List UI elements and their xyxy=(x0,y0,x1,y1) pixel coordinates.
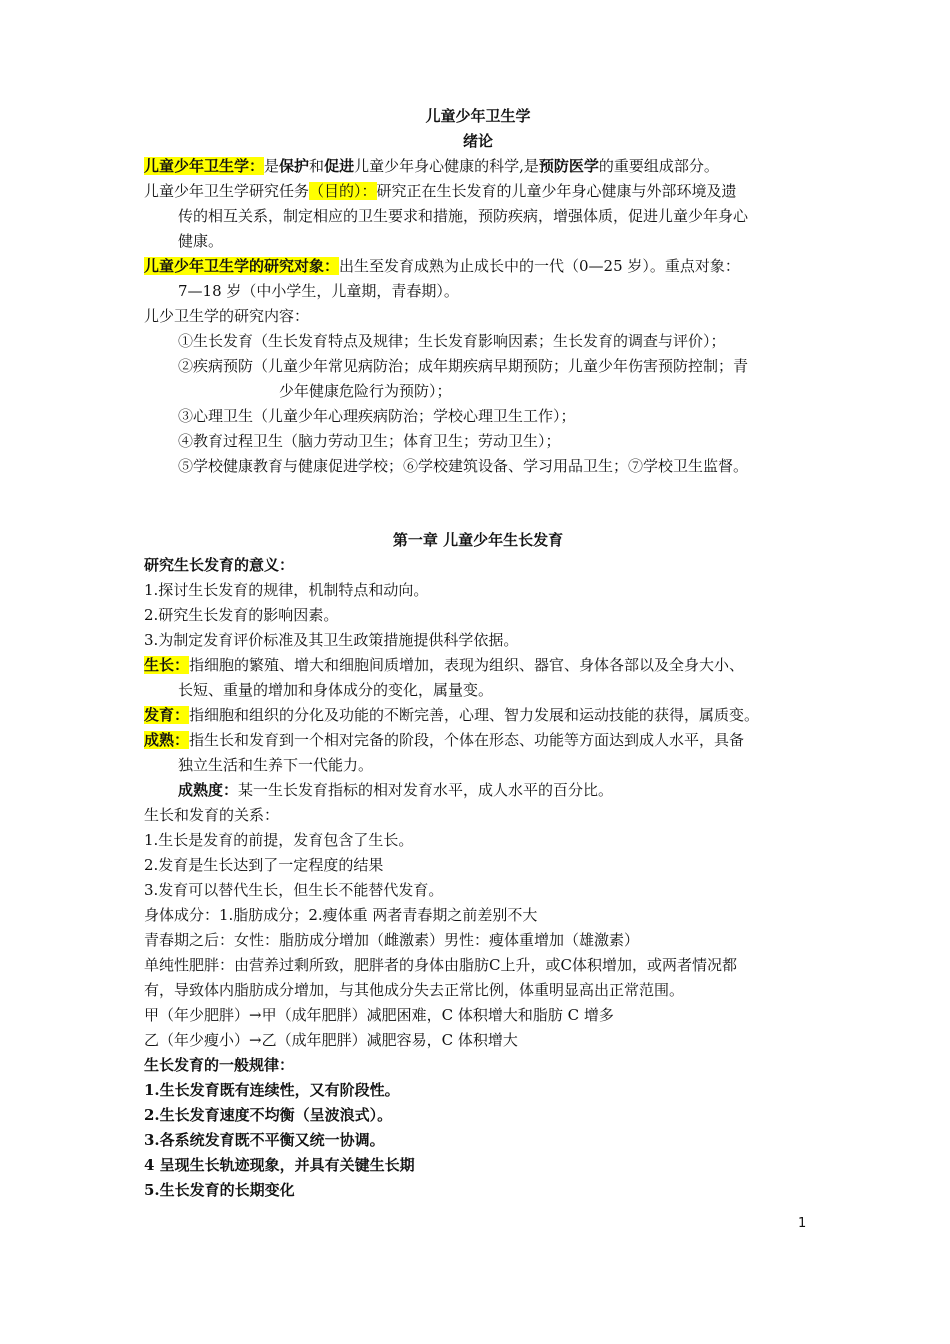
body-composition-line: 身体成分：1.脂肪成分；2.瘦体重 两者青春期之前差别不大 xyxy=(144,906,538,924)
law-item: 2.生长发育速度不均衡（呈波浪式）。 xyxy=(144,1106,393,1124)
list-item: ④教育过程卫生（脑力劳动卫生；体育卫生；劳动卫生）； xyxy=(178,432,561,450)
relation-heading: 生长和发育的关系： xyxy=(144,806,280,824)
puberty-line: 青春期之后：女性：脂肪成分增加（雌激素）男性：瘦体重增加（雄激素） xyxy=(144,931,640,949)
list-item: 2.研究生长发育的影响因素。 xyxy=(144,606,339,624)
text: 某一生长发育指标的相对发育水平，成人水平的百分比。 xyxy=(238,781,614,799)
research-object-line xyxy=(144,254,812,279)
list-item: 3.为制定发育评价标准及其卫生政策措施提供科学依据。 xyxy=(144,631,519,649)
list-item: 3.发育可以替代生长，但生长不能替代发育。 xyxy=(144,881,444,899)
bold-term: 成熟度： xyxy=(178,781,239,799)
research-object-cont: 7—18 岁（中小学生，儿童期，青春期）。 xyxy=(178,282,459,300)
highlight-term: 儿童少年卫生学的研究对象： xyxy=(144,257,340,275)
page-number: 1 xyxy=(798,1216,807,1231)
highlight-term: 发育： xyxy=(144,706,190,724)
task-line-cont: 传的相互关系，制定相应的卫生要求和措施，预防疾病，增强体质，促进儿童少年身心 xyxy=(178,207,749,225)
chapter-title: 第一章 儿童少年生长发育 xyxy=(392,531,564,549)
document-body xyxy=(144,104,812,1203)
section-title-intro: 绪论 xyxy=(462,132,493,150)
highlight-term: 成熟： xyxy=(144,731,190,749)
list-item: 2.发育是生长达到了一定程度的结果 xyxy=(144,856,384,874)
task-line xyxy=(144,179,812,204)
content-heading: 儿少卫生学的研究内容： xyxy=(144,307,310,325)
maturity-degree-definition xyxy=(144,778,812,803)
list-item: ①生长发育（生长发育特点及规律；生长发育影响因素；生长发育的调查与评价）； xyxy=(178,332,726,350)
definition-term: 儿童少年卫生学： xyxy=(144,157,265,175)
list-item: 1.探讨生长发育的规律，机制特点和动向。 xyxy=(144,581,429,599)
obesity-line-cont: 有，导致体内脂肪成分增加，与其他成分失去正常比例，体重明显高出正常范围。 xyxy=(144,981,685,999)
list-item: 1.生长是发育的前提，发育包含了生长。 xyxy=(144,831,414,849)
text: 研究正在生长发育的儿童少年身心健康与外部环境及遗 xyxy=(376,182,737,200)
list-item: ③心理卫生（儿童少年心理疾病防治；学校心理卫生工作）； xyxy=(178,407,576,425)
text: 的重要组成部分。 xyxy=(598,157,719,175)
list-item-cont: 少年健康危险行为预防）； xyxy=(279,382,452,400)
bold-text: 保护 xyxy=(279,157,310,175)
maturity-definition xyxy=(144,728,812,753)
growth-definition-cont: 长短、重量的增加和身体成分的变化，属量变。 xyxy=(178,681,494,699)
list-item: ⑤学校健康教育与健康促进学校；⑥学校建筑设备、学习用品卫生；⑦学校卫生监督。 xyxy=(178,457,749,475)
significance-heading: 研究生长发育的意义： xyxy=(144,556,295,574)
development-definition xyxy=(144,703,812,728)
definition-line xyxy=(144,154,812,179)
text: 和 xyxy=(309,157,325,175)
page-title: 儿童少年卫生学 xyxy=(425,107,531,125)
law-item: 1.生长发育既有连续性，又有阶段性。 xyxy=(144,1081,400,1099)
list-item: ②疾病预防（儿童少年常见病防治；成年期疾病早期预防；儿童少年伤害预防控制；青 xyxy=(178,357,749,375)
text: 出生至发育成熟为止成长中的一代（0—25 岁）。重点对象： xyxy=(339,257,740,275)
obesity-line: 单纯性肥胖：由营养过剩所致，肥胖者的身体由脂肪C上升，或C体积增加，或两者情况都 xyxy=(144,956,737,974)
maturity-definition-cont: 独立生活和生养下一代能力。 xyxy=(178,756,374,774)
text: 指生长和发育到一个相对完备的阶段，个体在形态、功能等方面达到成人水平，具备 xyxy=(189,731,745,749)
growth-definition xyxy=(144,653,812,678)
section-gap xyxy=(144,479,812,528)
bold-text: 促进 xyxy=(324,157,355,175)
highlight-term: 生长： xyxy=(144,656,190,674)
law-item: 4 呈现生长轨迹现象，并具有关键生长期 xyxy=(144,1156,415,1174)
text: 指细胞和组织的分化及功能的不断完善，心理、智力发展和运动技能的获得，属质变。 xyxy=(189,706,760,724)
text: 儿童少年身心健康的科学,是 xyxy=(354,157,539,175)
highlight-text: （目的）： xyxy=(309,182,377,200)
text: 指细胞的繁殖、增大和细胞间质增加，表现为组织、器官、身体各部以及全身大小、 xyxy=(189,656,745,674)
law-item: 5.生长发育的长期变化 xyxy=(144,1181,295,1199)
task-line-cont: 健康。 xyxy=(178,232,224,250)
text: 儿童少年卫生学研究任务 xyxy=(144,182,310,200)
bold-text: 预防医学 xyxy=(538,157,599,175)
law-item: 3.各系统发育既不平衡又统一协调。 xyxy=(144,1131,385,1149)
case-yi-line: 乙（年少瘦小）→乙（成年肥胖）减肥容易，C 体积增大 xyxy=(144,1031,518,1049)
case-jia-line: 甲（年少肥胖）→甲（成年肥胖）减肥困难，C 体积增大和脂肪 C 增多 xyxy=(144,1006,614,1024)
text: 是 xyxy=(264,157,280,175)
general-law-heading: 生长发育的一般规律： xyxy=(144,1056,295,1074)
